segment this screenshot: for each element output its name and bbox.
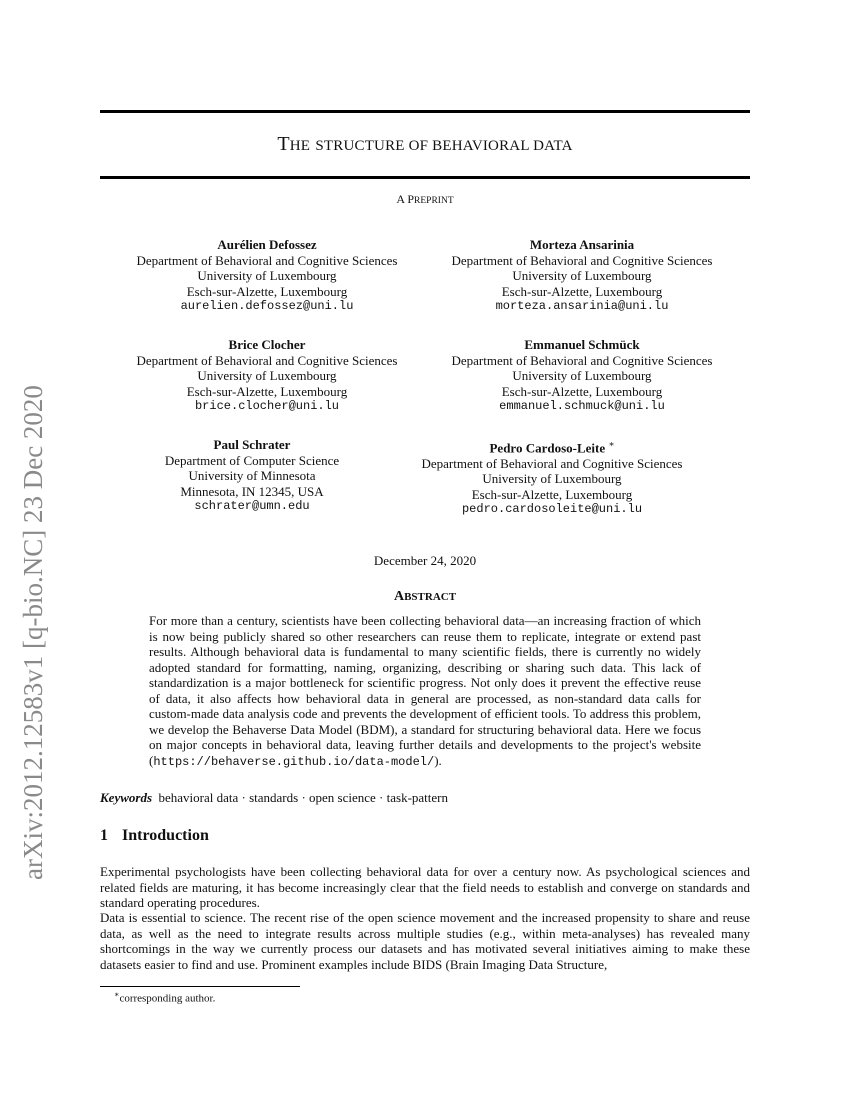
- title-word-rest: HE: [289, 138, 311, 154]
- author-name: Emmanuel Schmück: [524, 337, 640, 352]
- section-heading: [100, 827, 209, 845]
- author-name: Brice Clocher: [228, 337, 306, 352]
- paper-title: [100, 133, 750, 156]
- author-name: Paul Schrater: [213, 437, 291, 452]
- author-university: University of Luxembourg: [197, 268, 337, 283]
- author-location: Esch-sur-Alzette, Luxembourg: [186, 383, 348, 399]
- title-initial: T: [277, 133, 290, 155]
- author-department: Department of Behavioral and Cognitive Sciences: [136, 252, 398, 268]
- preprint-rest: REPRINT: [414, 196, 454, 206]
- author-university: University of Luxembourg: [512, 368, 652, 383]
- publication-date: December 24, 2020: [373, 553, 477, 568]
- title-remaining: STRUCTURE OF BEHAVIORAL DATA: [315, 138, 573, 154]
- keywords-label: Keywords: [100, 790, 152, 805]
- author-block: [107, 337, 427, 415]
- arxiv-identifier: arXiv:2012.12583v1 [q-bio.NC] 23 Dec 2020: [18, 385, 48, 880]
- author-block: [92, 437, 412, 515]
- corresponding-author-mark: ∗: [608, 439, 615, 449]
- keywords-line: [100, 790, 750, 806]
- author-email[interactable]: schrater@umn.edu: [194, 499, 310, 513]
- abstract-heading: [100, 589, 750, 605]
- abstract-body: [149, 613, 701, 770]
- author-name: Pedro Cardoso-Leite: [489, 440, 606, 456]
- author-location: Esch-sur-Alzette, Luxembourg: [471, 486, 633, 502]
- author-department: Department of Behavioral and Cognitive Sciences: [136, 352, 398, 368]
- author-department: Department of Behavioral and Cognitive Sciences: [451, 252, 713, 268]
- author-email[interactable]: aurelien.defossez@uni.lu: [180, 299, 354, 313]
- author-location: Esch-sur-Alzette, Luxembourg: [186, 283, 348, 299]
- author-name: Aurélien Defossez: [217, 237, 317, 252]
- footnote-mark: ∗: [114, 990, 120, 999]
- author-email[interactable]: emmanuel.schmuck@uni.lu: [499, 399, 665, 413]
- author-university: University of Luxembourg: [197, 368, 337, 383]
- title-bottom-rule: [100, 176, 750, 179]
- paragraph: Experimental psychologists have been collecting behavioral data for over a century now. As psychological sciences and related fields are maturing, it has become increasingly clear that the field needs to establish and converge on standards and standard operating procedures.: [100, 864, 750, 910]
- author-block: [422, 337, 742, 415]
- author-department: Department of Behavioral and Cognitive Sciences: [421, 455, 683, 471]
- author-email[interactable]: pedro.cardosoleite@uni.lu: [461, 502, 643, 517]
- author-email[interactable]: morteza.ansarinia@uni.lu: [495, 299, 669, 313]
- section-title: Introduction: [122, 827, 209, 844]
- author-location: Esch-sur-Alzette, Luxembourg: [501, 283, 663, 299]
- author-location: Minnesota, IN 12345, USA: [180, 483, 324, 499]
- author-department: Department of Behavioral and Cognitive Sciences: [451, 352, 713, 368]
- author-name: Morteza Ansarinia: [529, 237, 635, 252]
- author-name-line: [392, 437, 712, 456]
- author-email[interactable]: brice.clocher@uni.lu: [194, 399, 340, 413]
- section-number: 1: [100, 827, 108, 844]
- author-block: [392, 437, 712, 518]
- footnote-rule: [100, 986, 300, 987]
- paragraph: Data is essential to science. The recent rise of the open science movement and the increased propensity to share and reuse data, as well as the need to integrate results across multiple studies (e.g., within meta-analyses) has revealed many shortcomings in the way we currently process our datasets and has motivated several initiatives aiming to make these datasets easier to find and use. Prominent examples include BIDS (Brain Imaging Data Structure,: [100, 910, 750, 972]
- preprint-initial: A P: [396, 192, 415, 206]
- keywords-list: behavioral data · standards · open science · task-pattern: [158, 790, 448, 805]
- author-university: University of Minnesota: [188, 468, 316, 483]
- footnote-text: corresponding author.: [119, 992, 216, 1005]
- abstract-heading-initial: A: [393, 589, 405, 604]
- author-block: [107, 237, 427, 315]
- author-university: University of Luxembourg: [482, 471, 622, 487]
- project-website-link[interactable]: https://behaverse.github.io/data-model/: [153, 754, 435, 769]
- footnote: [114, 990, 215, 1005]
- title-top-rule: [100, 110, 750, 113]
- abstract-text: For more than a century, scientists have been collecting behavioral data—an increasing fraction of which is now being publicly shared so other researchers can reuse them to replicate, integrate or extend past results. Although behavioral data is fundamental to many scientific fields, there is currently no widely adopted standard for formatting, naming, organizing, describing or sharing such data. This lack of standardization is a major bottleneck for scientific progress. Not only does it prevent the effective reuse of data, it also affects how behavioral data in general are processed, as non-standard data calls for custom-made data analysis code and prevents the development of efficient tools. To address this problem, we develop the Behaverse Data Model (BDM), a standard for structuring behavioral data. Here we focus on major concepts in behavioral data, leaving further details and developments to the project's website (: [149, 613, 701, 768]
- abstract-heading-rest: BSTRACT: [404, 591, 457, 603]
- author-department: Department of Computer Science: [164, 452, 340, 468]
- abstract-text-end: ).: [434, 752, 442, 768]
- preprint-label: [100, 192, 750, 207]
- author-location: Esch-sur-Alzette, Luxembourg: [501, 383, 663, 399]
- author-university: University of Luxembourg: [512, 268, 652, 283]
- author-block: [422, 237, 742, 315]
